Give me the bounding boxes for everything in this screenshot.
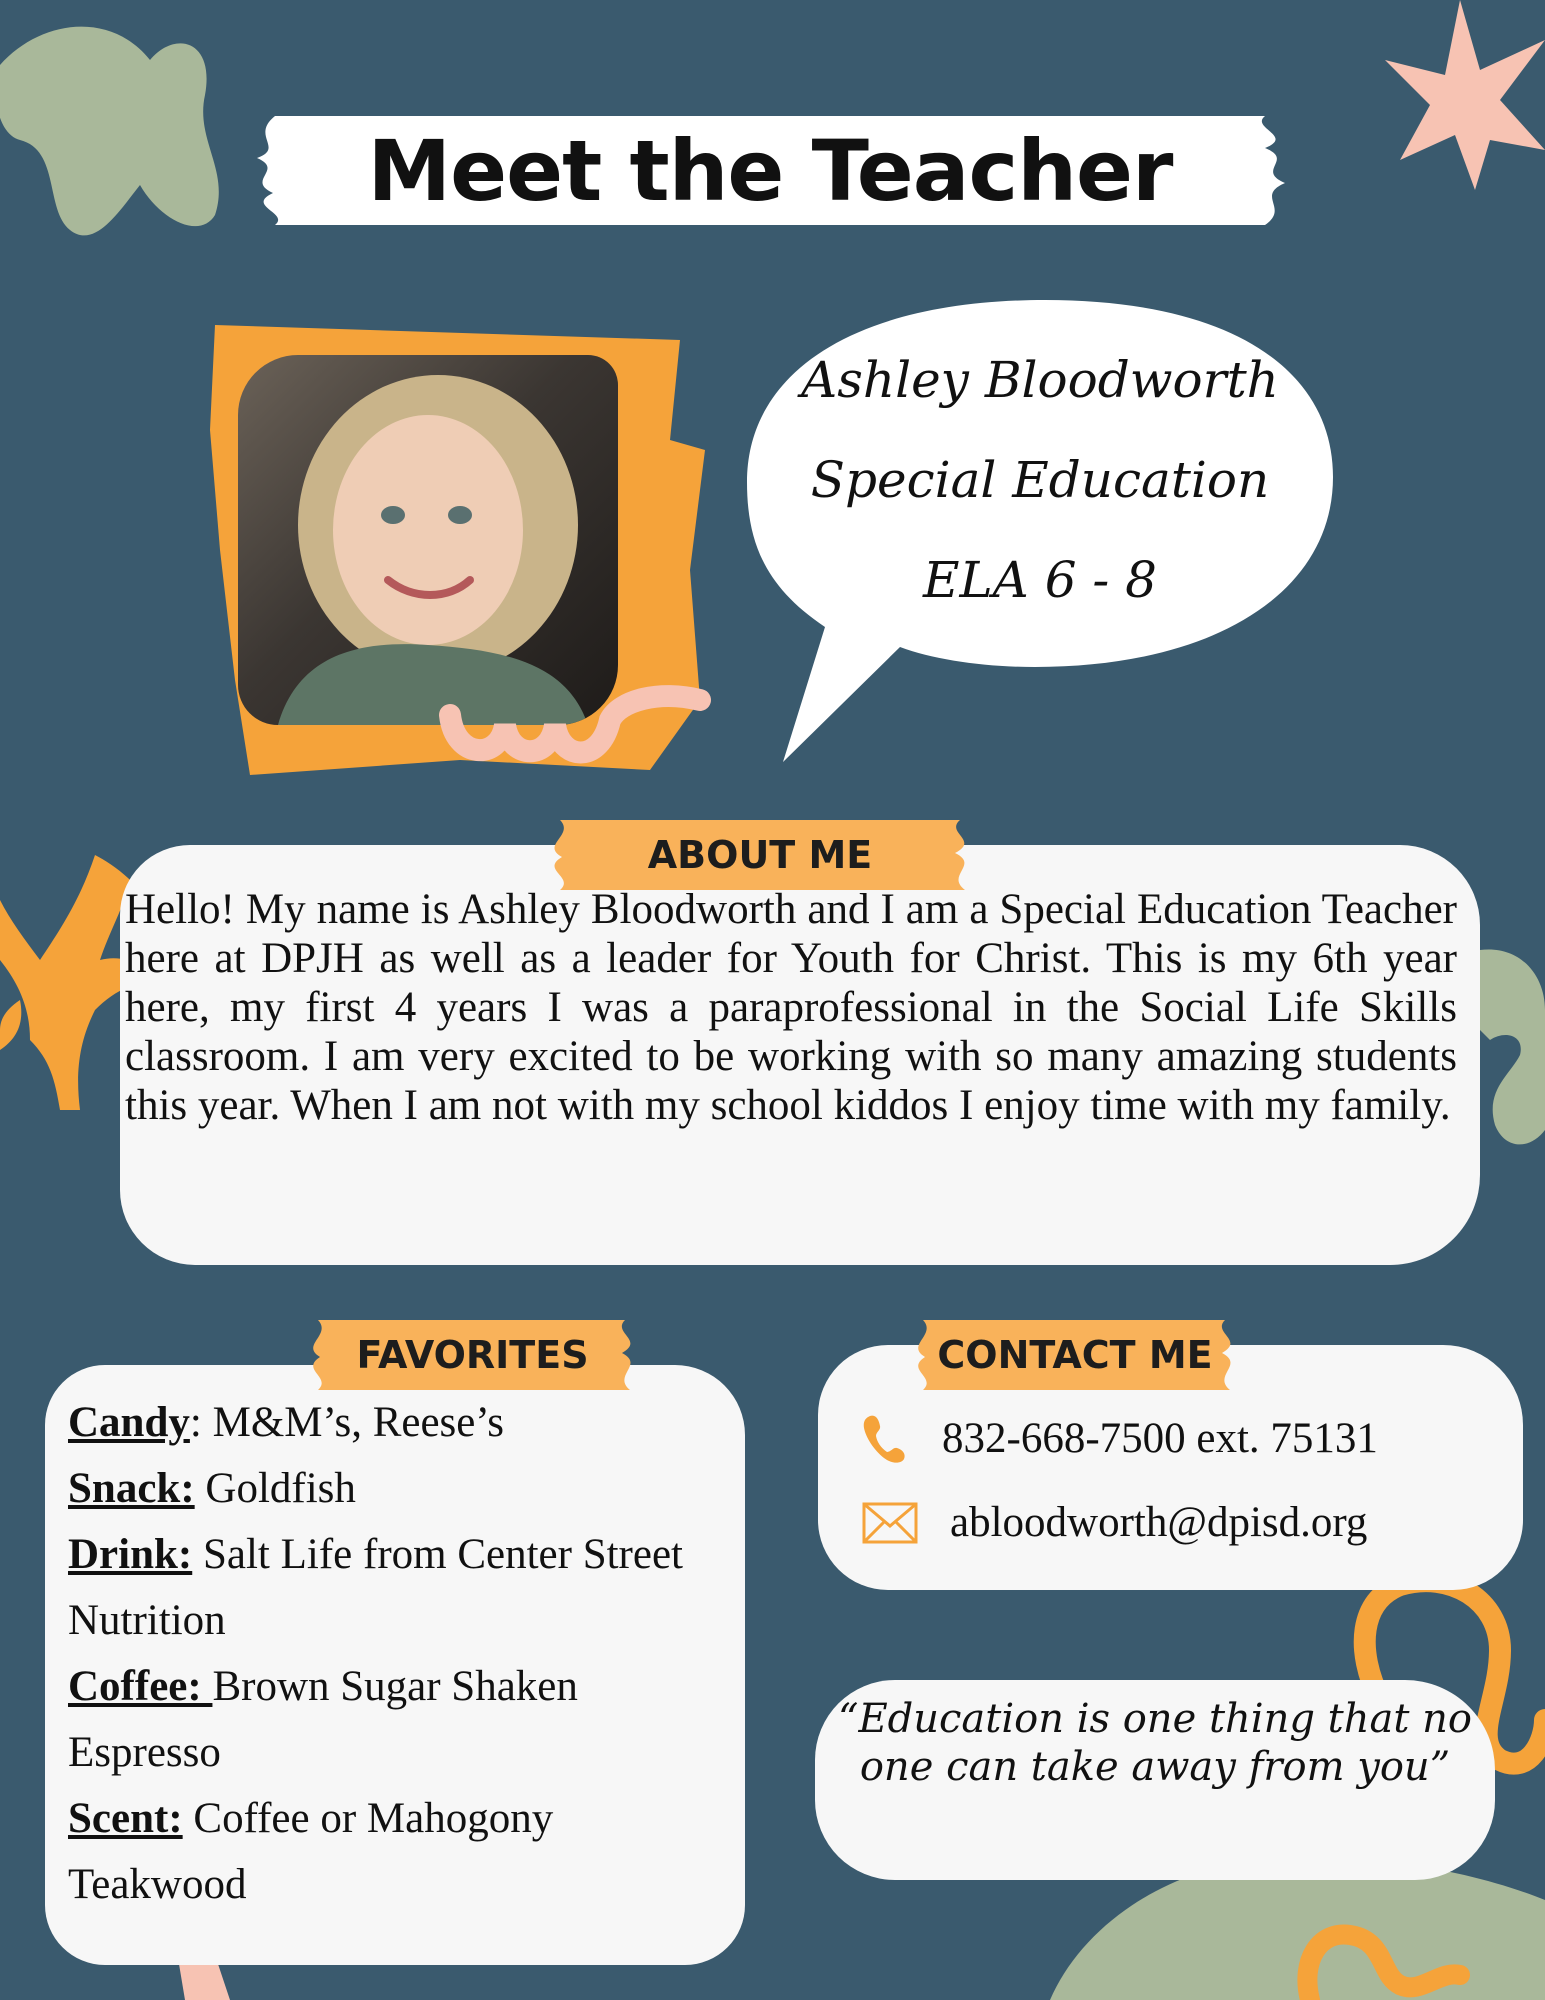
favorite-sep: : [189,1399,213,1446]
favorites-list [68,1390,728,1918]
favorite-value: Goldfish [205,1465,356,1512]
favorite-item [68,1654,728,1786]
sage-leaf-decoration [0,27,219,236]
phone-icon [862,1412,906,1464]
favorite-value: Brown Sugar Shaken Espresso [68,1663,578,1776]
teacher-subject: ELA 6 - 8 [922,551,1157,609]
favorite-sep [195,1465,206,1512]
contact-heading: CONTACT ME [937,1333,1213,1377]
email-address[interactable]: abloodworth@dpisd.org [950,1499,1368,1546]
favorite-value: Salt Life from Center Street Nutrition [68,1531,683,1644]
teacher-name: Ashley Bloodworth [801,351,1279,409]
sage-squiggle-decoration [1480,949,1545,1144]
favorite-key: Candy [68,1399,190,1446]
phone-number[interactable]: 832-668-7500 ext. 75131 [942,1414,1378,1462]
favorite-sep [192,1531,203,1578]
favorite-value: Coffee or Mahogony Teakwood [68,1795,554,1908]
teacher-info [760,330,1320,630]
mail-icon [862,1502,918,1544]
favorites-heading: FAVORITES [356,1333,589,1377]
favorite-key: Scent: [68,1795,183,1842]
portrait-image [238,355,618,725]
favorite-key: Coffee: [68,1663,213,1710]
page-title: Meet the Teacher [367,121,1173,220]
teacher-photo [238,355,618,725]
favorite-item [68,1390,728,1456]
favorite-item [68,1522,728,1654]
pink-star-decoration [1385,0,1545,190]
about-heading: ABOUT ME [647,833,873,877]
favorite-value: M&M’s, Reese’s [212,1399,505,1446]
favorite-sep [183,1795,194,1842]
quote-text: “Education is one thing that no one can take away from you” [838,1696,1472,1790]
phone-row [862,1412,1378,1464]
favorite-key: Drink: [68,1531,193,1578]
favorite-item [68,1456,728,1522]
favorite-item [68,1786,728,1918]
about-text: Hello! My name is Ashley Bloodworth and I am a Special Education Teacher here at DPJH as well as a leader for Youth for Christ. This is my 6th year here, my first 4 years I was a paraprofessional in the Social Life Skills classroom. I am very excited to be working with so many amazing students this year. When I am not with my school kiddos I enjoy time with my family. [125,886,1457,1129]
favorite-key: Snack: [68,1465,195,1512]
teacher-role: Special Education [810,451,1270,509]
email-row [862,1498,1367,1547]
